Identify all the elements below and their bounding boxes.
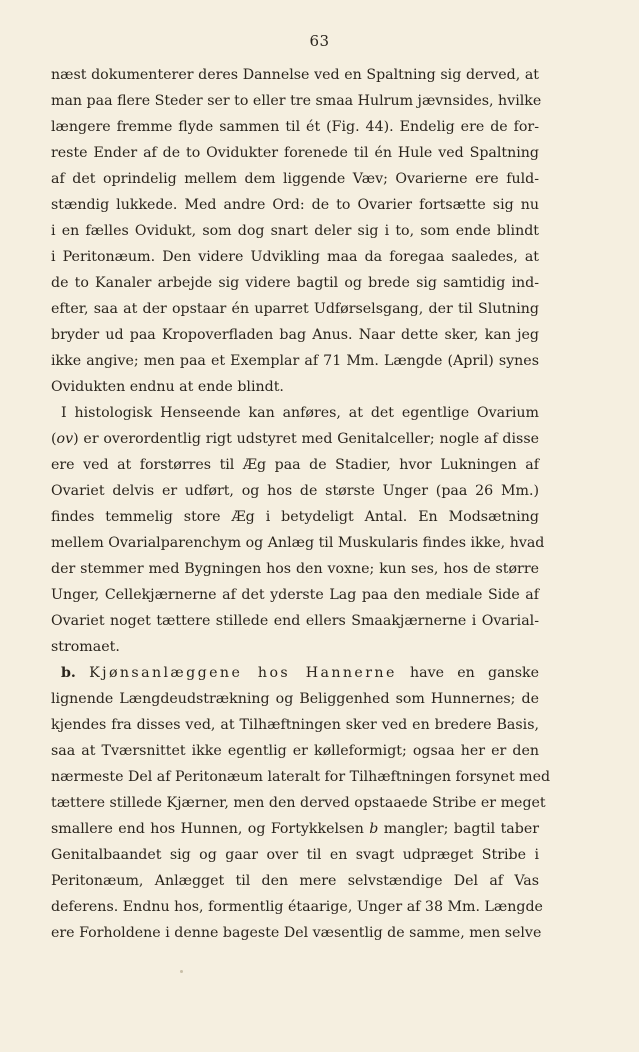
- italic-term: b: [369, 821, 379, 837]
- text-line: [51, 426, 539, 452]
- text-line: af det oprindelig mellem dem liggende Væv; Ovarierne ere fuld-: [51, 171, 539, 187]
- text-line: næst dokumenterer deres Dannelse ved en Spaltning sig derved, at: [51, 67, 539, 83]
- text-line: i en fælles Ovidukt, som dog snart deler sig i to, som ende blindt: [51, 223, 539, 239]
- text-line: Peritonæum, Anlægget til den mere selvstændige Del af Vas: [51, 873, 539, 889]
- text-line: lignende Længdeudstrækning og Beliggenhed som Hunnernes; de: [51, 691, 539, 707]
- page-number: 63: [309, 32, 330, 50]
- text-line: stromaet.: [51, 639, 120, 655]
- text-line: ere ved at forstørres til Æg paa de Stadier, hvor Lukningen af: [51, 457, 539, 473]
- text-line: deferens. Endnu hos, formentlig étaarige, Unger af 38 Mm. Længde: [51, 899, 543, 915]
- text-line: længere fremme flyde sammen til ét (Fig. 44). Endelig ere de for-: [51, 119, 539, 135]
- paragraph-start-line: I histologisk Henseende kan anføres, at det egentlige Ovarium: [61, 405, 539, 421]
- text-line: nærmeste Del af Peritonæum lateralt for Tilhæftningen forsynet med: [51, 769, 551, 785]
- text-line: kjendes fra disses ved, at Tilhæftningen sker ved en bredere Basis,: [51, 717, 539, 733]
- section-heading: Kjønsanlæggene hos Hannerne: [89, 665, 397, 681]
- text-line: reste Ender af de to Ovidukter forenede til én Hule ved Spaltning: [51, 145, 539, 161]
- text-line: findes temmelig store Æg i betydeligt Antal. En Modsætning: [51, 509, 539, 525]
- text-line: i Peritonæum. Den videre Udvikling maa da foregaa saaledes, at: [51, 249, 539, 265]
- text-line: tættere stillede Kjærner, men den derved opstaaede Stribe er meget: [51, 795, 546, 811]
- text-line: ikke angive; men paa et Exemplar af 71 Mm. Længde (April) synes: [51, 353, 539, 369]
- text-line: Genitalbaandet sig og gaar over til en svagt udpræget Stribe i: [51, 847, 539, 863]
- text-line: ere Forholdene i denne bageste Del væsentlig de samme, men selve: [51, 925, 542, 941]
- text-line: bryder ud paa Kropoverfladen bag Anus. Naar dette sker, kan jeg: [51, 327, 539, 343]
- text-line: saa at Tværsnittet ikke egentlig er kølleformigt; ogsaa her er den: [51, 743, 539, 759]
- text-line: mellem Ovarialparenchym og Anlæg til Muskularis findes ikke, hvad: [51, 535, 545, 551]
- italic-term: ov: [56, 431, 74, 447]
- text-fragment: (: [51, 431, 57, 447]
- text-line: de to Kanaler arbejde sig videre bagtil og brede sig samtidig ind-: [51, 275, 539, 291]
- text-fragment: ) er overordentlig rigt udstyret med Genitalceller; nogle af disse: [73, 431, 539, 447]
- text-fragment: mangler; bagtil taber: [378, 821, 539, 837]
- text-fragment: smallere end hos Hunnen, og Fortykkelsen: [51, 821, 370, 837]
- paper-speck: [180, 970, 183, 973]
- text-line: Ovariet noget tættere stillede end ellers Smaakjærnerne i Ovarial-: [51, 613, 539, 629]
- text-line: [51, 816, 539, 842]
- text-line: stændig lukkede. Med andre Ord: de to Ovarier fortsætte sig nu: [51, 197, 539, 213]
- text-line: Ovidukten endnu at ende blindt.: [51, 379, 284, 395]
- text-line: efter, saa at der opstaar én uparret Udførselsgang, der til Slutning: [51, 301, 539, 317]
- text-line: der stemmer med Bygningen hos den voxne; kun ses, hos de større: [51, 561, 539, 577]
- section-heading-line: [51, 660, 539, 686]
- text-line: man paa flere Steder ser to eller tre smaa Hulrum jævnsides, hvilke: [51, 93, 542, 109]
- section-marker: b.: [61, 665, 76, 681]
- text-fragment: have en ganske: [396, 665, 539, 681]
- text-line: Unger, Cellekjærnerne af det yderste Lag paa den mediale Side af: [51, 587, 539, 603]
- body-text: [51, 62, 551, 946]
- text-line: Ovariet delvis er udført, og hos de største Unger (paa 26 Mm.): [51, 483, 539, 499]
